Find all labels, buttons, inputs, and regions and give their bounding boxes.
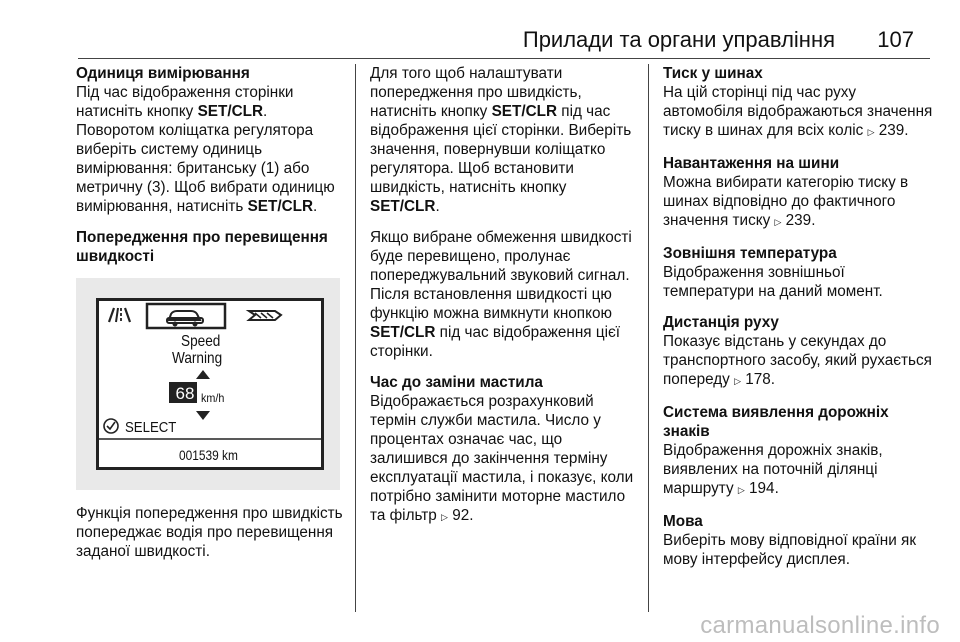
following-distance-text: Показує відстань у секундах до транспортного засобу, який рухається попереду <box>663 333 932 388</box>
speed-setup-text-1: Для того щоб налаштувати попередження про швидкість, натисніть кнопку <box>370 65 582 120</box>
page-number: 107 <box>877 27 914 52</box>
oil-life-heading: Час до заміни мастила <box>370 374 543 391</box>
outside-temp-heading: Зовнішня температура <box>663 245 837 262</box>
speed-value: 68 <box>175 384 195 403</box>
page-ref-link[interactable]: 92. <box>452 507 474 524</box>
oil-life-text: Відображається розрахунковий термін служби мастила. Число у процентах означає час, що залишився до закінчення терміну експлуатації мастила, і показує, коли потрібно замінити моторне мастило та фільтр <box>370 393 634 524</box>
tyre-pressure-section <box>663 64 933 142</box>
set-clr-label: SET/CLR <box>370 324 436 341</box>
speed-warning-figure <box>76 278 340 490</box>
tyre-load-section <box>663 154 933 232</box>
set-clr-label: SET/CLR <box>247 198 314 215</box>
page-ref-link[interactable]: 178. <box>745 371 776 388</box>
following-distance-heading: Дистанція руху <box>663 314 779 331</box>
column-2 <box>370 64 638 539</box>
oil-life-section <box>370 373 638 527</box>
figure-caption: Функція попередження про швидкість попереджає водія про перевищення заданої швидкості. <box>76 505 343 560</box>
select-label: SELECT <box>125 419 177 436</box>
column-divider <box>648 64 649 612</box>
outside-temp-text: Відображення зовнішньої температури на даний момент. <box>663 264 883 300</box>
page-title: Прилади та органи управління <box>522 27 835 52</box>
speed-warning-heading: Попередження про перевищення швидкості <box>76 229 328 265</box>
traffic-sign-text: Відображення дорожніх знаків, виявлених на поточній ділянці маршруту <box>663 442 883 497</box>
column-3 <box>663 64 933 581</box>
speed-unit: km/h <box>201 391 225 405</box>
traffic-sign-section <box>663 403 933 500</box>
odometer-reading: 001539 km <box>179 447 238 463</box>
page-ref-icon: ▷ <box>441 512 448 522</box>
units-text-3: . <box>313 198 318 215</box>
tyre-load-text: Можна вибирати категорію тиску в шинах відповідно до фактичного значення тиску <box>663 174 909 229</box>
page-ref-icon: ▷ <box>774 217 782 227</box>
page-ref-icon: ▷ <box>737 485 745 495</box>
language-section <box>663 512 933 569</box>
following-distance-section <box>663 313 933 391</box>
instrument-display <box>96 298 324 470</box>
speed-label: Speed <box>181 333 221 350</box>
tyre-pressure-text: На цій сторінці під час руху автомобіля відображаються значення тиску в шинах для всіх коліс <box>663 84 933 139</box>
road-icon <box>109 308 130 322</box>
watermark-brand: carmanualsonline.info <box>700 612 940 639</box>
set-clr-label: SET/CLR <box>491 103 558 120</box>
settings-arrow-icon <box>249 311 281 320</box>
speed-setup-text-2: під час відображення цієї сторінки. Виберіть значення, повернувши коліщатко регулятора. Щоб встановити швидкість, натисніть кнопку <box>370 103 632 196</box>
column-1 <box>76 64 346 573</box>
header-rule <box>78 58 930 59</box>
page-ref-icon: ▷ <box>867 127 875 137</box>
tyre-load-heading: Навантаження на шини <box>663 155 840 172</box>
units-text-2: . Поворотом коліщатка регулятора виберіть систему одиниць вимірювання: британську (1) або метричну (3). Щоб вибрати одиницю вимірювання, натисніть <box>76 103 335 215</box>
units-section <box>76 64 346 216</box>
up-arrow-icon <box>196 370 210 379</box>
tyre-pressure-heading: Тиск у шинах <box>663 65 763 82</box>
speed-setup-paragraph <box>370 64 638 216</box>
set-clr-label: SET/CLR <box>370 198 436 215</box>
selected-tab-frame <box>147 304 225 328</box>
speed-warning-heading-block <box>76 228 346 266</box>
outside-temp-section <box>663 244 933 301</box>
units-heading: Одиниця вимірювання <box>76 65 250 82</box>
page-ref-link[interactable]: 194. <box>749 480 779 497</box>
page-ref-link[interactable]: 239. <box>878 122 909 139</box>
speed-exceeded-text-1: Якщо вибране обмеження швидкості буде перевищено, пролунає попереджувальний звуковий сигнал. Після встановлення швидкості цю функцію можна вимкнути кнопкою <box>370 229 632 322</box>
car-icon <box>167 311 203 327</box>
language-text: Виберіть мову відповідної країни як мову інтерфейсу дисплея. <box>663 532 917 568</box>
warning-label: Warning <box>172 350 223 367</box>
down-arrow-icon <box>196 411 210 420</box>
column-divider <box>355 64 356 612</box>
page-ref-icon: ▷ <box>734 376 742 386</box>
traffic-sign-heading: Система виявлення дорожніх знаків <box>663 404 889 440</box>
speed-setup-text-3: . <box>435 198 440 215</box>
display-icon-row <box>99 301 321 331</box>
page-ref-link[interactable]: 239. <box>785 212 816 229</box>
units-text-1: Під час відображення сторінки натисніть кнопку <box>76 84 294 120</box>
page-header <box>78 25 930 55</box>
speed-exceeded-text-2: під час відображення цієї сторінки. <box>370 324 621 360</box>
language-heading: Мова <box>663 513 703 530</box>
set-clr-label: SET/CLR <box>197 103 264 120</box>
speed-exceeded-paragraph <box>370 228 638 361</box>
check-circle-icon <box>104 419 118 433</box>
